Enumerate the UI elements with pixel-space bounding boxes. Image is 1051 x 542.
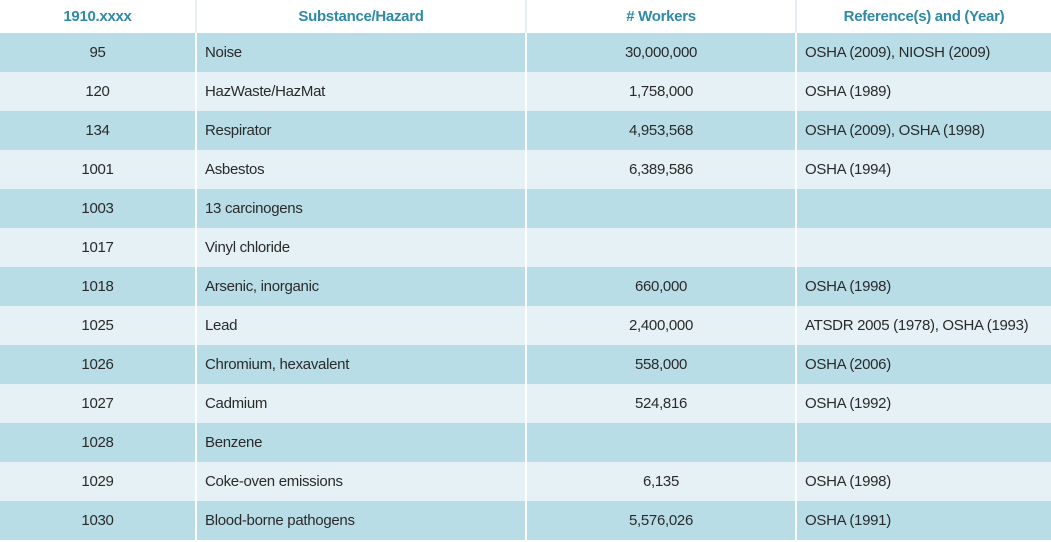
cell-references: OSHA (1989) bbox=[796, 72, 1051, 111]
cell-references: OSHA (1998) bbox=[796, 462, 1051, 501]
cell-references: OSHA (1992) bbox=[796, 384, 1051, 423]
cell-substance-hazard: Blood-borne pathogens bbox=[196, 501, 526, 540]
table-header bbox=[0, 0, 1051, 33]
cell-workers: 660,000 bbox=[526, 267, 796, 306]
cell-substance-hazard: Asbestos bbox=[196, 150, 526, 189]
header-workers: # Workers bbox=[526, 0, 796, 33]
cell-workers: 4,953,568 bbox=[526, 111, 796, 150]
table-row bbox=[0, 228, 1051, 267]
cell-substance-hazard: Benzene bbox=[196, 423, 526, 462]
cell-substance-hazard: Chromium, hexavalent bbox=[196, 345, 526, 384]
cell-standard-number: 134 bbox=[0, 111, 196, 150]
header-standard-number: 1910.xxxx bbox=[0, 0, 196, 33]
table-body bbox=[0, 33, 1051, 540]
table-row bbox=[0, 501, 1051, 540]
table-row bbox=[0, 423, 1051, 462]
header-row bbox=[0, 0, 1051, 33]
table-row bbox=[0, 267, 1051, 306]
cell-workers: 6,389,586 bbox=[526, 150, 796, 189]
cell-standard-number: 1018 bbox=[0, 267, 196, 306]
cell-references: OSHA (1994) bbox=[796, 150, 1051, 189]
cell-references bbox=[796, 423, 1051, 462]
cell-substance-hazard: Noise bbox=[196, 33, 526, 72]
cell-standard-number: 120 bbox=[0, 72, 196, 111]
cell-standard-number: 1017 bbox=[0, 228, 196, 267]
table-row bbox=[0, 384, 1051, 423]
cell-substance-hazard: HazWaste/HazMat bbox=[196, 72, 526, 111]
cell-substance-hazard: Respirator bbox=[196, 111, 526, 150]
cell-workers bbox=[526, 423, 796, 462]
cell-references bbox=[796, 228, 1051, 267]
cell-references: OSHA (2006) bbox=[796, 345, 1051, 384]
cell-references: OSHA (2009), OSHA (1998) bbox=[796, 111, 1051, 150]
cell-substance-hazard: Lead bbox=[196, 306, 526, 345]
cell-references: OSHA (2009), NIOSH (2009) bbox=[796, 33, 1051, 72]
cell-workers: 1,758,000 bbox=[526, 72, 796, 111]
header-references: Reference(s) and (Year) bbox=[796, 0, 1051, 33]
cell-standard-number: 95 bbox=[0, 33, 196, 72]
cell-substance-hazard: Arsenic, inorganic bbox=[196, 267, 526, 306]
cell-standard-number: 1028 bbox=[0, 423, 196, 462]
cell-references: OSHA (1991) bbox=[796, 501, 1051, 540]
header-substance-hazard: Substance/Hazard bbox=[196, 0, 526, 33]
table-row bbox=[0, 189, 1051, 228]
cell-workers: 524,816 bbox=[526, 384, 796, 423]
cell-substance-hazard: Vinyl chloride bbox=[196, 228, 526, 267]
cell-standard-number: 1030 bbox=[0, 501, 196, 540]
table-row bbox=[0, 462, 1051, 501]
cell-workers: 2,400,000 bbox=[526, 306, 796, 345]
cell-workers: 5,576,026 bbox=[526, 501, 796, 540]
table-row bbox=[0, 150, 1051, 189]
cell-standard-number: 1025 bbox=[0, 306, 196, 345]
cell-substance-hazard: Cadmium bbox=[196, 384, 526, 423]
cell-workers: 6,135 bbox=[526, 462, 796, 501]
cell-standard-number: 1027 bbox=[0, 384, 196, 423]
cell-references: OSHA (1998) bbox=[796, 267, 1051, 306]
cell-substance-hazard: 13 carcinogens bbox=[196, 189, 526, 228]
table-row bbox=[0, 306, 1051, 345]
table-row bbox=[0, 72, 1051, 111]
cell-references bbox=[796, 189, 1051, 228]
cell-standard-number: 1029 bbox=[0, 462, 196, 501]
cell-workers: 558,000 bbox=[526, 345, 796, 384]
cell-substance-hazard: Coke-oven emissions bbox=[196, 462, 526, 501]
table-row bbox=[0, 345, 1051, 384]
cell-standard-number: 1001 bbox=[0, 150, 196, 189]
table-row bbox=[0, 111, 1051, 150]
cell-standard-number: 1026 bbox=[0, 345, 196, 384]
cell-workers bbox=[526, 189, 796, 228]
cell-references: ATSDR 2005 (1978), OSHA (1993) bbox=[796, 306, 1051, 345]
cell-standard-number: 1003 bbox=[0, 189, 196, 228]
table-row bbox=[0, 33, 1051, 72]
cell-workers: 30,000,000 bbox=[526, 33, 796, 72]
cell-workers bbox=[526, 228, 796, 267]
